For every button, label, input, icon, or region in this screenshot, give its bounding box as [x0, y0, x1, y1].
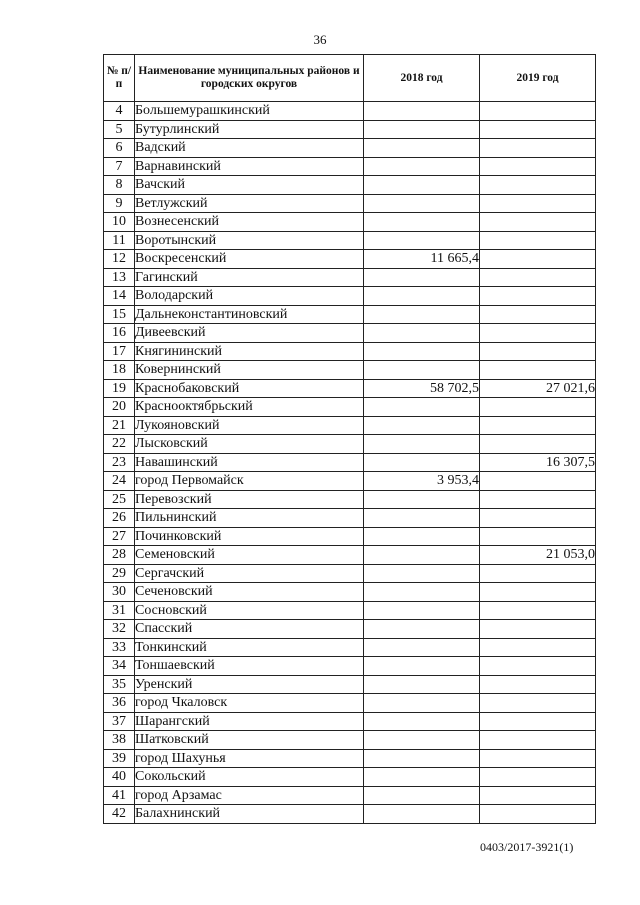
value-2019: 21 053,0: [480, 546, 596, 565]
document-code: 0403/2017-3921(1): [480, 840, 574, 854]
value-2019: [480, 601, 596, 620]
value-2018: [364, 509, 480, 528]
value-2018: [364, 120, 480, 139]
row-number: 22: [104, 435, 135, 454]
value-2018: [364, 749, 480, 768]
table-row: [104, 398, 596, 417]
row-number: 12: [104, 250, 135, 269]
value-2019: [480, 250, 596, 269]
district-name: Володарский: [135, 287, 364, 306]
header-2018: 2018 год: [364, 55, 480, 102]
district-name: город Первомайск: [135, 472, 364, 491]
table-row: [104, 139, 596, 158]
table-row: [104, 546, 596, 565]
value-2019: [480, 805, 596, 824]
header-name: Наименование муниципальных районов и городских округов: [135, 55, 364, 102]
row-number: 38: [104, 731, 135, 750]
table-row: [104, 657, 596, 676]
table-row: [104, 509, 596, 528]
table-row: [104, 102, 596, 121]
table-row: [104, 176, 596, 195]
table-row: [104, 416, 596, 435]
value-2019: [480, 139, 596, 158]
table-row: [104, 268, 596, 287]
row-number: 19: [104, 379, 135, 398]
district-name: Княгининский: [135, 342, 364, 361]
value-2018: [364, 583, 480, 602]
table-row: [104, 564, 596, 583]
table-row: [104, 250, 596, 269]
row-number: 33: [104, 638, 135, 657]
row-number: 20: [104, 398, 135, 417]
district-name: город Шахунья: [135, 749, 364, 768]
page-number: 36: [313, 32, 327, 47]
district-name: Большемурашкинский: [135, 102, 364, 121]
value-2019: [480, 120, 596, 139]
row-number: 42: [104, 805, 135, 824]
row-number: 14: [104, 287, 135, 306]
table-row: [104, 453, 596, 472]
row-number: 37: [104, 712, 135, 731]
table-row: [104, 768, 596, 787]
district-name: Пильнинский: [135, 509, 364, 528]
district-name: Дивеевский: [135, 324, 364, 343]
value-2019: [480, 194, 596, 213]
district-name: Вачский: [135, 176, 364, 195]
table-header-row: [104, 55, 596, 102]
row-number: 6: [104, 139, 135, 158]
value-2018: [364, 342, 480, 361]
table-row: [104, 213, 596, 232]
value-2018: [364, 546, 480, 565]
value-2018: [364, 601, 480, 620]
row-number: 15: [104, 305, 135, 324]
table-row: [104, 805, 596, 824]
district-name: Тоншаевский: [135, 657, 364, 676]
table-row: [104, 472, 596, 491]
value-2018: [364, 786, 480, 805]
value-2019: 16 307,5: [480, 453, 596, 472]
value-2018: [364, 305, 480, 324]
value-2018: [364, 268, 480, 287]
value-2018: [364, 194, 480, 213]
district-name: Краснобаковский: [135, 379, 364, 398]
value-2019: [480, 564, 596, 583]
value-2018: [364, 435, 480, 454]
value-2019: [480, 361, 596, 380]
table-row: [104, 527, 596, 546]
value-2019: [480, 768, 596, 787]
table-row: [104, 694, 596, 713]
value-2018: [364, 638, 480, 657]
header-num: № п/п: [104, 55, 135, 102]
value-2018: [364, 620, 480, 639]
district-name: Гагинский: [135, 268, 364, 287]
table-row: [104, 601, 596, 620]
row-number: 8: [104, 176, 135, 195]
value-2018: [364, 712, 480, 731]
value-2019: [480, 490, 596, 509]
district-name: Сокольский: [135, 768, 364, 787]
row-number: 7: [104, 157, 135, 176]
value-2019: [480, 527, 596, 546]
row-number: 10: [104, 213, 135, 232]
row-number: 13: [104, 268, 135, 287]
value-2018: [364, 694, 480, 713]
value-2018: [364, 768, 480, 787]
district-name: Вознесенский: [135, 213, 364, 232]
table-row: [104, 583, 596, 602]
value-2019: [480, 305, 596, 324]
table-row: [104, 675, 596, 694]
value-2019: [480, 694, 596, 713]
value-2018: [364, 102, 480, 121]
row-number: 24: [104, 472, 135, 491]
table-row: [104, 361, 596, 380]
district-name: Перевозский: [135, 490, 364, 509]
table-row: [104, 786, 596, 805]
value-2019: [480, 213, 596, 232]
value-2019: [480, 638, 596, 657]
table-row: [104, 231, 596, 250]
row-number: 25: [104, 490, 135, 509]
district-name: Дальнеконстантиновский: [135, 305, 364, 324]
district-name: Семеновский: [135, 546, 364, 565]
value-2019: 27 021,6: [480, 379, 596, 398]
table-row: [104, 490, 596, 509]
value-2019: [480, 176, 596, 195]
value-2018: [364, 157, 480, 176]
value-2018: [364, 361, 480, 380]
district-name: город Арзамас: [135, 786, 364, 805]
row-number: 23: [104, 453, 135, 472]
district-name: Бутурлинский: [135, 120, 364, 139]
table-row: [104, 379, 596, 398]
row-number: 40: [104, 768, 135, 787]
value-2019: [480, 398, 596, 417]
district-name: Варнавинский: [135, 157, 364, 176]
value-2019: [480, 509, 596, 528]
value-2018: [364, 731, 480, 750]
value-2018: [364, 176, 480, 195]
value-2019: [480, 102, 596, 121]
table-row: [104, 731, 596, 750]
district-name: Ковернинский: [135, 361, 364, 380]
row-number: 4: [104, 102, 135, 121]
district-name: город Чкаловск: [135, 694, 364, 713]
table-row: [104, 287, 596, 306]
row-number: 39: [104, 749, 135, 768]
value-2019: [480, 657, 596, 676]
district-name: Лукояновский: [135, 416, 364, 435]
row-number: 21: [104, 416, 135, 435]
row-number: 32: [104, 620, 135, 639]
value-2018: 58 702,5: [364, 379, 480, 398]
table-body: [104, 102, 596, 824]
table-row: [104, 305, 596, 324]
district-name: Починковский: [135, 527, 364, 546]
district-name: Тонкинский: [135, 638, 364, 657]
row-number: 16: [104, 324, 135, 343]
value-2019: [480, 342, 596, 361]
value-2019: [480, 786, 596, 805]
district-name: Лысковский: [135, 435, 364, 454]
row-number: 9: [104, 194, 135, 213]
value-2019: [480, 731, 596, 750]
row-number: 36: [104, 694, 135, 713]
row-number: 5: [104, 120, 135, 139]
value-2019: [480, 416, 596, 435]
district-name: Балахнинский: [135, 805, 364, 824]
row-number: 18: [104, 361, 135, 380]
district-name: Воротынский: [135, 231, 364, 250]
value-2019: [480, 583, 596, 602]
header-2019: 2019 год: [480, 55, 596, 102]
district-name: Сосновский: [135, 601, 364, 620]
value-2018: [364, 398, 480, 417]
table-row: [104, 324, 596, 343]
row-number: 30: [104, 583, 135, 602]
row-number: 26: [104, 509, 135, 528]
value-2018: [364, 490, 480, 509]
row-number: 28: [104, 546, 135, 565]
row-number: 34: [104, 657, 135, 676]
value-2018: [364, 527, 480, 546]
value-2018: 11 665,4: [364, 250, 480, 269]
district-name: Вадский: [135, 139, 364, 158]
table-row: [104, 712, 596, 731]
row-number: 17: [104, 342, 135, 361]
table-row: [104, 342, 596, 361]
value-2018: [364, 416, 480, 435]
table-row: [104, 620, 596, 639]
district-name: Уренский: [135, 675, 364, 694]
district-name: Воскресенский: [135, 250, 364, 269]
value-2019: [480, 675, 596, 694]
value-2018: [364, 805, 480, 824]
district-name: Ветлужский: [135, 194, 364, 213]
value-2018: [364, 139, 480, 158]
value-2019: [480, 324, 596, 343]
value-2019: [480, 435, 596, 454]
row-number: 31: [104, 601, 135, 620]
value-2019: [480, 712, 596, 731]
table-row: [104, 194, 596, 213]
table-row: [104, 638, 596, 657]
value-2018: [364, 213, 480, 232]
value-2018: [364, 564, 480, 583]
row-number: 29: [104, 564, 135, 583]
value-2018: [364, 675, 480, 694]
district-name: Шатковский: [135, 731, 364, 750]
value-2018: [364, 287, 480, 306]
value-2019: [480, 620, 596, 639]
district-name: Шарангский: [135, 712, 364, 731]
district-name: Спасский: [135, 620, 364, 639]
district-name: Навашинский: [135, 453, 364, 472]
table-row: [104, 120, 596, 139]
value-2019: [480, 268, 596, 287]
value-2018: [364, 231, 480, 250]
value-2019: [480, 157, 596, 176]
value-2018: 3 953,4: [364, 472, 480, 491]
row-number: 27: [104, 527, 135, 546]
value-2018: [364, 453, 480, 472]
row-number: 35: [104, 675, 135, 694]
districts-table: [103, 54, 596, 824]
table-row: [104, 157, 596, 176]
value-2019: [480, 231, 596, 250]
district-name: Краснооктябрьский: [135, 398, 364, 417]
district-name: Сеченовский: [135, 583, 364, 602]
table-row: [104, 749, 596, 768]
district-name: Сергачский: [135, 564, 364, 583]
value-2019: [480, 749, 596, 768]
value-2019: [480, 287, 596, 306]
value-2019: [480, 472, 596, 491]
row-number: 11: [104, 231, 135, 250]
row-number: 41: [104, 786, 135, 805]
value-2018: [364, 324, 480, 343]
value-2018: [364, 657, 480, 676]
table-row: [104, 435, 596, 454]
